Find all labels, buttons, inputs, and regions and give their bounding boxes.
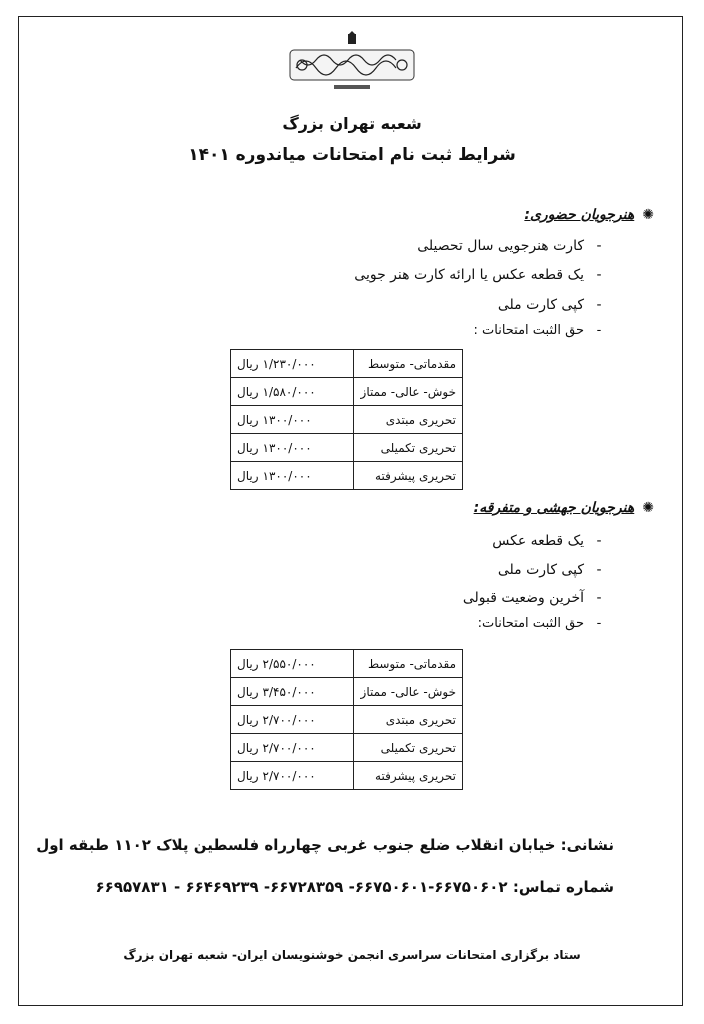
list-item: -آخرین وضعیت قبولی	[462, 590, 602, 606]
section-heading-scattered: ✺هنرجویان جهشی و متفرقه:	[473, 500, 654, 516]
table-row	[231, 462, 463, 490]
fee-amount: ۱۳۰۰/۰۰۰ریال	[231, 462, 354, 490]
fee-level: تحریری مبتدی	[354, 406, 463, 434]
flower-bullet-icon: ✺	[642, 207, 654, 223]
fee-level: خوش- عالی- ممتاز	[354, 678, 463, 706]
association-logo	[282, 28, 422, 98]
table-row	[231, 706, 463, 734]
fee-amount: ۱/۲۳۰/۰۰۰ریال	[231, 350, 354, 378]
list-item: -یک قطعه عکس	[492, 533, 602, 549]
list-item: -کارت هنرجویی سال تحصیلی	[417, 238, 602, 254]
fee-amount: ۲/۷۰۰/۰۰۰ریال	[231, 706, 354, 734]
fee-level: تحریری پیشرفته	[354, 462, 463, 490]
fee-amount: ۳/۴۵۰/۰۰۰ریال	[231, 678, 354, 706]
footer-signature: ستاد برگزاری امتحانات سراسری انجمن خوشنویسان ایران- شعبه تهران بزرگ	[123, 948, 581, 962]
table-row	[231, 762, 463, 790]
fee-amount: ۲/۷۰۰/۰۰۰ریال	[231, 762, 354, 790]
fee-level: تحریری پیشرفته	[354, 762, 463, 790]
table-row	[231, 434, 463, 462]
fee-level: مقدماتی- متوسط	[354, 350, 463, 378]
fee-amount: ۱۳۰۰/۰۰۰ریال	[231, 434, 354, 462]
table-row	[231, 734, 463, 762]
flower-bullet-icon: ✺	[642, 500, 654, 516]
fee-level: مقدماتی- متوسط	[354, 650, 463, 678]
fee-amount: ۲/۷۰۰/۰۰۰ریال	[231, 734, 354, 762]
fee-level: تحریری تکمیلی	[354, 434, 463, 462]
fee-table-scattered	[230, 649, 463, 790]
list-item: -کپی کارت ملی	[497, 562, 602, 578]
table-row	[231, 350, 463, 378]
table-row	[231, 650, 463, 678]
fee-level: خوش- عالی- ممتاز	[354, 378, 463, 406]
list-item: -حق الثبت امتحانات:	[477, 616, 602, 631]
fee-amount: ۱۳۰۰/۰۰۰ریال	[231, 406, 354, 434]
fee-amount: ۲/۵۵۰/۰۰۰ریال	[231, 650, 354, 678]
section-heading-in-person: ✺هنرجویان حضوری:	[524, 207, 654, 223]
branch-name: شعبه تهران بزرگ	[282, 114, 422, 133]
table-row	[231, 378, 463, 406]
list-item: -حق الثبت امتحانات :	[473, 323, 602, 338]
list-item: -یک قطعه عکس یا ارائه کارت هنر جویی	[354, 267, 602, 283]
table-row	[231, 406, 463, 434]
page-title: شرایط ثبت نام امتحانات میاندوره ۱۴۰۱	[188, 145, 516, 165]
fee-table-in-person	[230, 349, 463, 490]
fee-level: تحریری مبتدی	[354, 706, 463, 734]
list-item: -کپی کارت ملی	[497, 297, 602, 313]
table-row	[231, 678, 463, 706]
phone-numbers: شماره تماس: ۶۶۷۵۰۶۰۲-۶۶۷۵۰۶۰۱- ۶۶۷۲۸۳۵۹- ۶۶۴۶۹۲۳۹ - ۶۶۹۵۷۸۳۱	[95, 878, 614, 896]
fee-amount: ۱/۵۸۰/۰۰۰ریال	[231, 378, 354, 406]
fee-level: تحریری تکمیلی	[354, 734, 463, 762]
address-line: نشانی: خیابان انقلاب ضلع جنوب غربی چهارراه فلسطین پلاک ۱۱۰۲ طبقه اول	[36, 836, 614, 854]
